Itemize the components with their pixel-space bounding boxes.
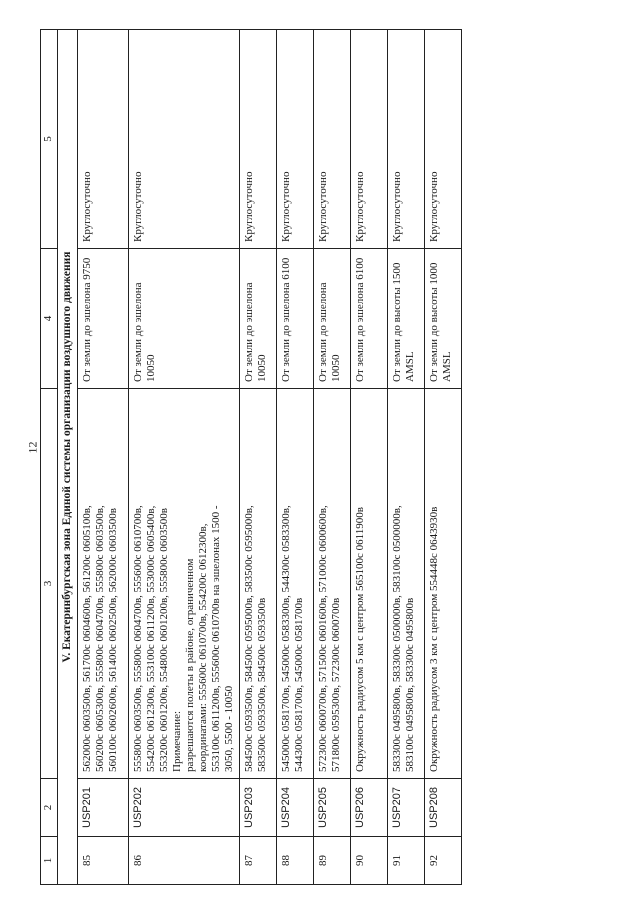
operating-time: Круглосуточно bbox=[388, 30, 425, 249]
rotated-table-sheet bbox=[40, 30, 600, 885]
zone-coordinates: Окружность радиусом 5 км с центром 565100с 0611900в bbox=[351, 389, 388, 779]
row-number: 86 bbox=[129, 837, 240, 885]
row-number: 90 bbox=[351, 837, 388, 885]
altitude-limits: От земли до высоты 1000 AMSL bbox=[425, 249, 462, 389]
zone-code: USP203 bbox=[240, 779, 277, 837]
column-header-3: 3 bbox=[41, 389, 58, 779]
zone-code: USP204 bbox=[277, 779, 314, 837]
altitude-limits: От земли до эшелона 10050 bbox=[314, 249, 351, 389]
zone-coordinates: 555800с 0603500в, 555800с 0604700в, 555600с 0610700в, 554200с 0612300в, 553100с 0611200в, 553000с 0605400в, 553200с 0601200в, 554800с 0601200в, 555800с 0603500в Примечание: разрешаются полеты в районе, ограниченном координатами: 555600с 0610700в, 554200с 0612300в, 553100с 0611200в, 555600с 0610700в на эшелонах 1500 - 3050, 5500 - 10050 bbox=[129, 389, 240, 779]
column-header-1: 1 bbox=[41, 837, 58, 885]
row-number: 91 bbox=[388, 837, 425, 885]
row-number: 92 bbox=[425, 837, 462, 885]
operating-time: Круглосуточно bbox=[240, 30, 277, 249]
table-row bbox=[129, 30, 240, 885]
operating-time: Круглосуточно bbox=[129, 30, 240, 249]
zone-coordinates: 584500с 0593500в, 584500с 0595000в, 583500с 0595000в, 583500с 0593500в, 584500с 0593500в bbox=[240, 389, 277, 779]
section-row bbox=[58, 30, 78, 885]
operating-time: Круглосуточно bbox=[314, 30, 351, 249]
operating-time: Круглосуточно bbox=[277, 30, 314, 249]
operating-time: Круглосуточно bbox=[78, 30, 129, 249]
zone-coordinates: 583300с 0495800в, 583300с 0500000в, 583100с 0500000в, 583100с 0495800в, 583300с 0495800в bbox=[388, 389, 425, 779]
table-row bbox=[240, 30, 277, 885]
restricted-zones-table bbox=[40, 29, 462, 885]
zone-code: USP202 bbox=[129, 779, 240, 837]
operating-time: Круглосуточно bbox=[425, 30, 462, 249]
altitude-limits: От земли до эшелона 10050 bbox=[129, 249, 240, 389]
page-number: 12 bbox=[25, 441, 40, 454]
row-number: 88 bbox=[277, 837, 314, 885]
table-row bbox=[277, 30, 314, 885]
altitude-limits: От земли до эшелона 10050 bbox=[240, 249, 277, 389]
table-row bbox=[78, 30, 129, 885]
zone-code: USP205 bbox=[314, 779, 351, 837]
table-row bbox=[425, 30, 462, 885]
zone-code: USP206 bbox=[351, 779, 388, 837]
table-row bbox=[351, 30, 388, 885]
altitude-limits: От земли до эшелона 6100 bbox=[351, 249, 388, 389]
row-number: 85 bbox=[78, 837, 129, 885]
header-row bbox=[41, 30, 58, 885]
column-header-5: 5 bbox=[41, 30, 58, 249]
operating-time: Круглосуточно bbox=[351, 30, 388, 249]
column-header-4: 4 bbox=[41, 249, 58, 389]
zone-code: USP201 bbox=[78, 779, 129, 837]
altitude-limits: От земли до эшелона 9750 bbox=[78, 249, 129, 389]
zone-coordinates: 545000с 0581700в, 545000с 0583300в, 544300с 0583300в, 544300с 0581700в, 545000с 0581700в bbox=[277, 389, 314, 779]
row-number: 89 bbox=[314, 837, 351, 885]
section-title: V. Екатеринбургская зона Единой системы организации воздушного движения bbox=[58, 30, 78, 885]
altitude-limits: От земли до высоты 1500 AMSL bbox=[388, 249, 425, 389]
zone-code: USP208 bbox=[425, 779, 462, 837]
zone-coordinates: 562000с 0603500в, 561700с 0604600в, 561200с 0605100в, 560200с 0605300в, 555800с 0604700в, 555800с 0603500в, 560100с 0602600в, 561400с 0602500в, 562000с 0603500в bbox=[78, 389, 129, 779]
table-row bbox=[388, 30, 425, 885]
zone-coordinates: 572300с 0600700в, 571500с 0601600в, 571000с 0600600в, 571800с 0595300в, 572300с 0600700в bbox=[314, 389, 351, 779]
row-number: 87 bbox=[240, 837, 277, 885]
zone-code: USP207 bbox=[388, 779, 425, 837]
altitude-limits: От земли до эшелона 6100 bbox=[277, 249, 314, 389]
zone-coordinates: Окружность радиусом 3 км с центром 554448с 0643930в bbox=[425, 389, 462, 779]
table-row bbox=[314, 30, 351, 885]
column-header-2: 2 bbox=[41, 779, 58, 837]
